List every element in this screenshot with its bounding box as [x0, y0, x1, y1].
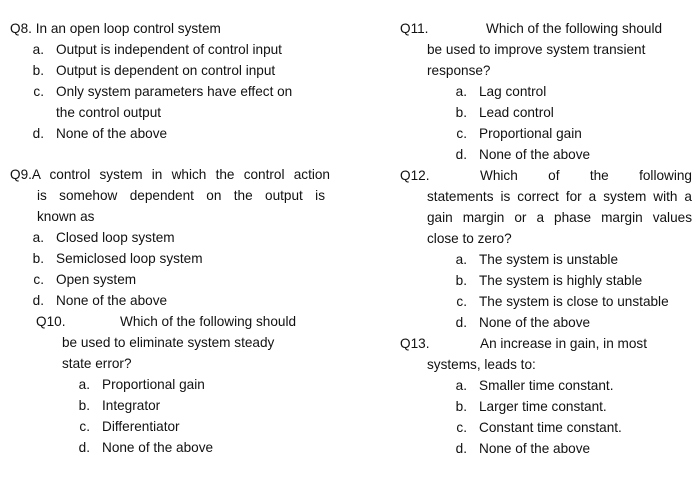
- option-text: Output is dependent on control input: [56, 63, 276, 78]
- question-text: Which of the following should: [120, 314, 297, 329]
- question-text: be used to improve system transient: [427, 42, 646, 57]
- option-c: [387, 291, 692, 312]
- option-a: [387, 375, 692, 396]
- option-c: [387, 417, 692, 438]
- question-text: systems, leads to:: [427, 357, 536, 372]
- option-c: [387, 123, 692, 144]
- option-text: Integrator: [102, 398, 161, 413]
- option-letter: d.: [455, 147, 467, 162]
- option-letter: c.: [456, 126, 467, 141]
- question-number: Q8.: [10, 21, 32, 36]
- option-text: None of the above: [479, 147, 591, 162]
- question-text: response?: [427, 63, 491, 78]
- option-letter: a.: [455, 252, 467, 267]
- option-letter: b.: [455, 273, 467, 288]
- option-letter: c.: [456, 420, 467, 435]
- option-letter: d.: [32, 126, 44, 141]
- question-text: known as: [37, 209, 95, 224]
- option-letter: b.: [32, 251, 44, 266]
- option-text: Semiclosed loop system: [56, 251, 203, 266]
- option-b: [10, 60, 330, 81]
- option-letter: a.: [455, 378, 467, 393]
- option-letter: c.: [456, 294, 467, 309]
- option-text: None of the above: [102, 440, 214, 455]
- option-text: Lead control: [479, 105, 554, 120]
- option-b: [10, 248, 330, 269]
- option-text: Lag control: [479, 84, 547, 99]
- option-letter: a.: [78, 377, 90, 392]
- option-text: the control output: [56, 105, 162, 120]
- question-q13: [400, 333, 692, 459]
- question-text: is somehow dependent on the output is: [37, 188, 325, 203]
- option-a: [10, 227, 330, 248]
- option-text: None of the above: [56, 293, 168, 308]
- option-d: [387, 144, 692, 165]
- option-text: None of the above: [56, 126, 168, 141]
- option-letter: c.: [33, 84, 44, 99]
- option-text: None of the above: [479, 441, 591, 456]
- question-number: Q9.: [10, 167, 32, 182]
- option-letter: b.: [32, 63, 44, 78]
- option-c: [10, 269, 330, 290]
- question-number: Q13.: [400, 336, 430, 351]
- question-text: be used to eliminate system steady: [62, 335, 275, 350]
- option-c: [10, 416, 330, 437]
- option-c: [10, 81, 330, 102]
- option-letter: a.: [455, 84, 467, 99]
- option-text: Output is independent of control input: [56, 42, 282, 57]
- question-text: Which of the following should: [486, 21, 663, 36]
- option-text: None of the above: [479, 315, 591, 330]
- question-text: statements is correct for a system with a: [427, 189, 692, 204]
- option-text: Larger time constant.: [479, 399, 607, 414]
- question-q9: [10, 164, 330, 311]
- option-text: Proportional gain: [479, 126, 582, 141]
- option-text: Proportional gain: [102, 377, 205, 392]
- option-letter: c.: [33, 272, 44, 287]
- question-text: Which of the following: [480, 168, 692, 183]
- option-letter: d.: [32, 293, 44, 308]
- question-number: Q11.: [400, 21, 429, 36]
- left-column: [10, 18, 330, 458]
- option-d: [10, 123, 330, 144]
- option-text: The system is highly stable: [479, 273, 643, 288]
- option-a: [387, 81, 692, 102]
- option-text: The system is unstable: [479, 252, 619, 267]
- question-q8: [10, 18, 330, 144]
- option-text: Smaller time constant.: [479, 378, 614, 393]
- question-text: close to zero?: [427, 231, 512, 246]
- option-letter: b.: [78, 398, 90, 413]
- option-text: Differentiator: [102, 419, 180, 434]
- option-text: Closed loop system: [56, 230, 175, 245]
- option-letter: a.: [32, 42, 44, 57]
- option-a: [10, 374, 330, 395]
- question-number: Q10.: [36, 314, 66, 329]
- option-letter: d.: [455, 315, 467, 330]
- question-text: A control system in which the control action: [31, 167, 330, 182]
- option-a: [387, 249, 692, 270]
- question-text: state error?: [62, 356, 132, 371]
- option-text: The system is close to unstable: [479, 294, 669, 309]
- option-c-continued: [10, 102, 330, 123]
- option-text: Only system parameters have effect on: [56, 84, 293, 99]
- option-letter: b.: [455, 399, 467, 414]
- option-b: [387, 102, 692, 123]
- option-text: Constant time constant.: [479, 420, 622, 435]
- option-b: [10, 395, 330, 416]
- question-q10: [10, 311, 330, 458]
- option-letter: d.: [78, 440, 90, 455]
- option-d: [387, 312, 692, 333]
- question-text: In an open loop control system: [35, 21, 221, 36]
- option-letter: a.: [32, 230, 44, 245]
- option-d: [10, 437, 330, 458]
- option-letter: c.: [79, 419, 90, 434]
- option-letter: b.: [455, 105, 467, 120]
- question-text: An increase in gain, in most: [480, 336, 647, 351]
- option-letter: d.: [455, 441, 467, 456]
- right-column: [400, 18, 692, 459]
- question-text: gain margin or a phase margin values: [427, 210, 692, 225]
- option-b: [387, 270, 692, 291]
- option-text: Open system: [56, 272, 137, 287]
- option-d: [10, 290, 330, 311]
- question-q12: [400, 165, 692, 333]
- option-a: [10, 39, 330, 60]
- option-b: [387, 396, 692, 417]
- question-number: Q12.: [400, 168, 430, 183]
- question-q11: [400, 18, 692, 165]
- option-d: [387, 438, 692, 459]
